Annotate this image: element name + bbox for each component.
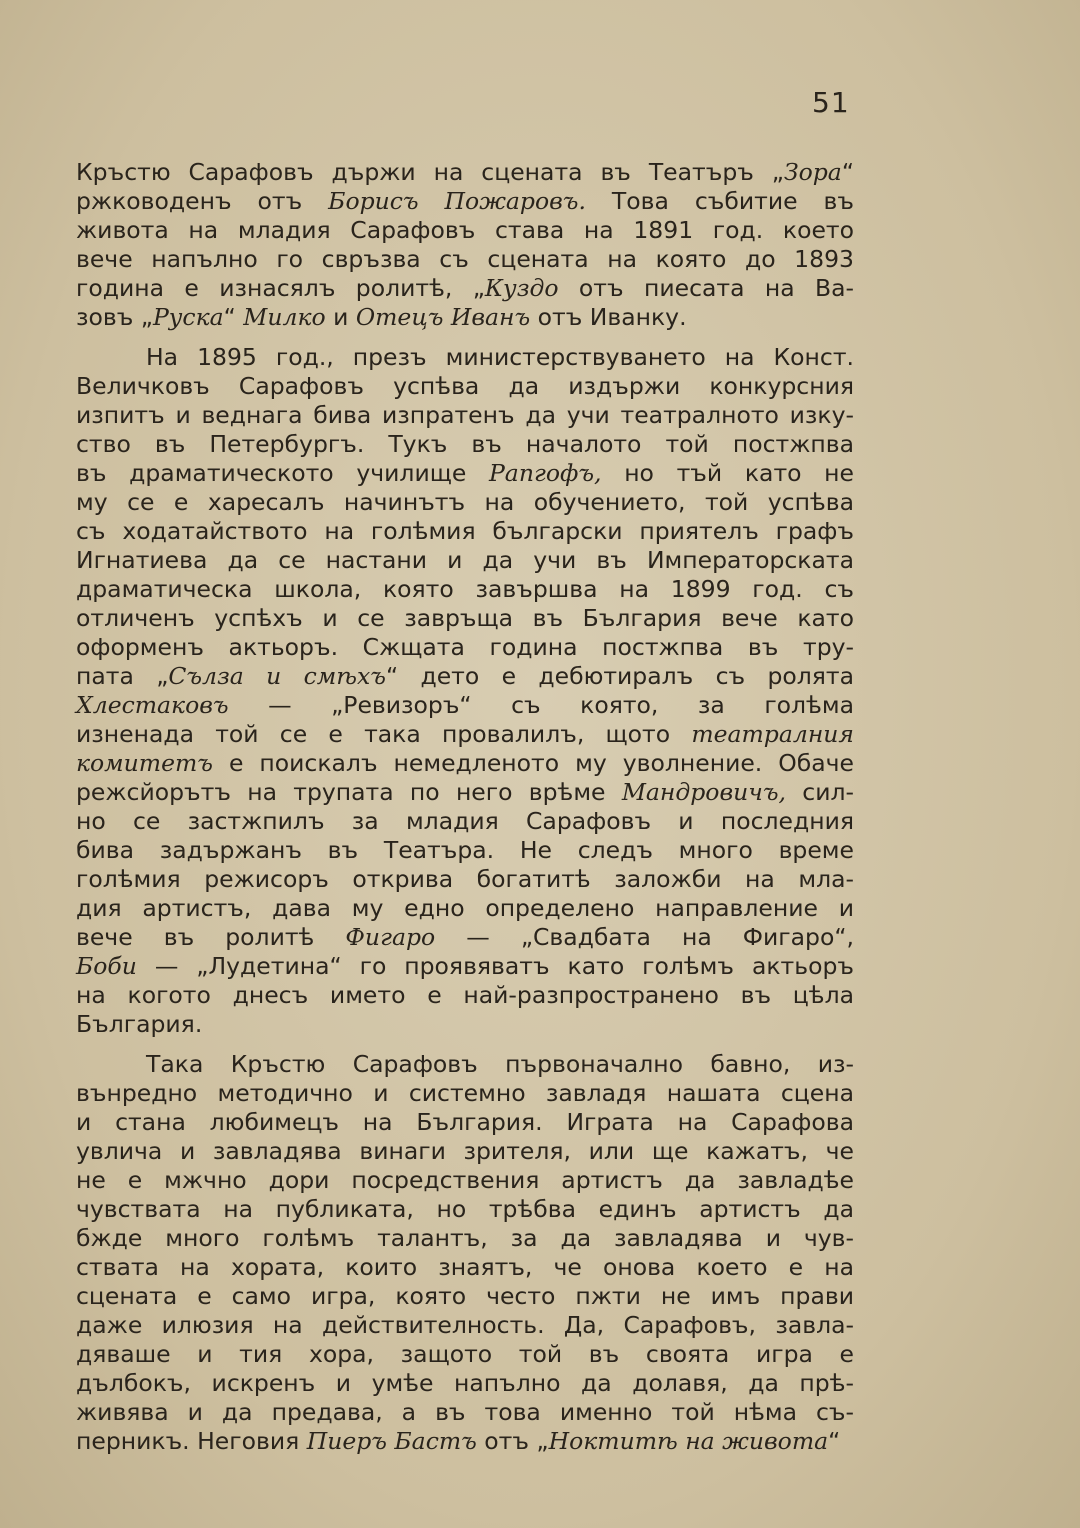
text-run: — „Ревизоръ“ съ която, за голѣма: [228, 691, 854, 719]
text-run: му се е харесалъ начинътъ на обучението, той успѣва: [76, 488, 854, 516]
text-line: [76, 749, 854, 778]
body-text: [76, 158, 854, 1456]
text-line: [76, 1282, 854, 1311]
text-line: [76, 1166, 854, 1195]
page-number: 51: [812, 86, 850, 119]
text-line: [76, 1340, 854, 1369]
text-run: Величковъ Сарафовъ успѣва да издържи конкурсния: [76, 372, 854, 400]
text-run: отъ пиесата на Ва-: [558, 274, 854, 302]
text-line: [76, 952, 854, 981]
text-run: бива задържанъ въ Театъра. Не следъ много време: [76, 836, 854, 864]
text-line: [76, 633, 854, 662]
text-line: [76, 430, 854, 459]
text-run: отъ Иванку.: [530, 303, 687, 331]
text-line: [76, 865, 854, 894]
text-line: [76, 245, 854, 274]
text-line: [76, 836, 854, 865]
text-run: “: [841, 158, 854, 186]
text-run: но тъй като не: [601, 459, 855, 487]
text-run: пата „: [76, 662, 169, 690]
text-run: вече напълно го свръзва съ сцената на която до 1893: [76, 245, 854, 273]
text-line: [76, 459, 854, 488]
text-run: и стана любимецъ на България. Играта на Сарафова: [76, 1108, 854, 1136]
text-line: [76, 981, 854, 1010]
italic-run: Ноктитѣ на живота: [548, 1427, 829, 1455]
text-run: живява и да предава, а въ това именно той нѣма съ-: [76, 1398, 854, 1426]
italic-run: комитетъ: [76, 749, 213, 777]
text-line: [76, 274, 854, 303]
text-line: [76, 401, 854, 430]
text-line: [76, 1369, 854, 1398]
paragraph-gap: [76, 332, 854, 343]
text-line: [76, 1427, 854, 1456]
text-run: вънредно методично и системно завладя нашата сцена: [76, 1079, 854, 1107]
text-run: “: [223, 303, 244, 331]
text-run: дия артистъ, дава му едно определено направление и: [76, 894, 854, 922]
text-run: На 1895 год., презъ министерствуването на Конст.: [146, 343, 854, 371]
italic-run: Мандровичъ,: [621, 778, 787, 806]
text-line: [76, 778, 854, 807]
text-run: чувствата на публиката, но трѣбва единъ артистъ да: [76, 1195, 854, 1223]
text-run: изпитъ и веднага бива изпратенъ да учи театралното изку-: [76, 401, 854, 429]
text-line: [76, 1195, 854, 1224]
text-run: въ драматическото училище: [76, 459, 489, 487]
text-run: отличенъ успѣхъ и се завръща въ България вече като: [76, 604, 854, 632]
text-line: [76, 1137, 854, 1166]
text-line: [76, 372, 854, 401]
text-line: [76, 923, 854, 952]
text-line: [76, 720, 854, 749]
text-run: даже илюзия на действителность. Да, Сарафовъ, завла-: [76, 1311, 854, 1339]
italic-run: Зора: [783, 158, 842, 186]
italic-run: Руска: [152, 303, 224, 331]
text-line: [76, 216, 854, 245]
text-run: “ дето е дебютиралъ съ ролята: [385, 662, 854, 690]
text-run: изненада той се е така провалилъ, щото: [76, 720, 692, 748]
text-line: [76, 1079, 854, 1108]
text-run: и: [325, 303, 356, 331]
italic-run: Отецъ Иванъ: [355, 303, 531, 331]
text-run: драматическа школа, която завършва на 1899 год. съ: [76, 575, 854, 603]
text-run: перникъ. Неговия: [76, 1427, 307, 1455]
text-line: [76, 1253, 854, 1282]
text-run: зовъ „: [76, 303, 153, 331]
italic-run: театралния: [691, 720, 854, 748]
text-run: голѣмия режисоръ открива богатитѣ заложби на мла-: [76, 865, 854, 893]
italic-run: Хлестаковъ: [76, 691, 229, 719]
text-run: ствата на хората, които знаятъ, че онова което е на: [76, 1253, 854, 1281]
text-run: — „Лудетина“ го проявяватъ като голѣмъ актьоръ: [136, 952, 854, 980]
text-run: не е мжчно дори посредствения артистъ да завладѣе: [76, 1166, 854, 1194]
text-line: [76, 158, 854, 187]
text-line: [76, 1398, 854, 1427]
text-run: бжде много голѣмъ талантъ, за да завладява и чув-: [76, 1224, 854, 1252]
text-line: [76, 546, 854, 575]
italic-run: Пиеръ Бастъ: [306, 1427, 477, 1455]
text-run: на когото днесъ името е най-разпространено въ цѣла: [76, 981, 854, 1009]
italic-run: Борисъ Пожаровъ.: [328, 187, 586, 215]
text-run: година е изнасялъ ролитѣ, „: [76, 274, 485, 302]
text-line: [76, 1108, 854, 1137]
text-line: [76, 604, 854, 633]
text-line: [76, 1311, 854, 1340]
text-run: — „Свадбата на Фигаро“,: [435, 923, 854, 951]
text-line: [76, 662, 854, 691]
text-run: но се застжпилъ за младия Сарафовъ и последния: [76, 807, 854, 835]
text-run: режсйорътъ на трупата по него врѣме: [76, 778, 622, 806]
text-run: сил-: [786, 778, 854, 806]
text-run: оформенъ актьоръ. Сжщата година постжпва въ тру-: [76, 633, 854, 661]
text-run: България.: [76, 1010, 203, 1038]
text-run: Игнатиева да се настани и да учи въ Императорската: [76, 546, 854, 574]
text-line: [76, 1224, 854, 1253]
text-line: [76, 303, 854, 332]
italic-run: Рапгофъ,: [489, 459, 602, 487]
italic-run: Куздо: [484, 274, 559, 302]
text-line: [76, 1050, 854, 1079]
text-line: [76, 1010, 854, 1039]
text-line: [76, 187, 854, 216]
text-line: [76, 517, 854, 546]
paragraph-gap: [76, 1039, 854, 1050]
text-run: ржководенъ отъ: [76, 187, 329, 215]
text-line: [76, 894, 854, 923]
text-run: сцената е само игра, която често пжти не имъ прави: [76, 1282, 854, 1310]
text-line: [76, 575, 854, 604]
italic-run: Сълза и смѣхъ: [168, 662, 386, 690]
italic-run: Милко: [243, 303, 326, 331]
italic-run: Боби: [76, 952, 137, 980]
text-run: съ ходатайството на голѣмия български приятелъ графъ: [76, 517, 854, 545]
text-line: [76, 807, 854, 836]
text-run: Така Кръстю Сарафовъ първоначално бавно, из-: [146, 1050, 854, 1078]
text-line: [76, 691, 854, 720]
text-run: увлича и завладява винаги зрителя, или ще кажатъ, че: [76, 1137, 854, 1165]
text-run: отъ „: [476, 1427, 549, 1455]
text-run: Кръстю Сарафовъ държи на сцената въ Театъръ „: [76, 158, 784, 186]
text-run: дълбокъ, искренъ и умѣе напълно да долавя, да прѣ-: [76, 1369, 854, 1397]
text-run: “: [828, 1427, 841, 1455]
text-line: [76, 343, 854, 372]
text-run: дяваше и тия хора, защото той въ своята игра е: [76, 1340, 854, 1368]
text-run: е поискалъ немедленото му уволнение. Обаче: [212, 749, 854, 777]
text-line: [76, 488, 854, 517]
text-run: ство въ Петербургъ. Тукъ въ началото той постжпва: [76, 430, 854, 458]
text-run: Това събитие въ: [585, 187, 854, 215]
italic-run: Фигаро: [345, 923, 436, 951]
text-run: живота на младия Сарафовъ става на 1891 год. което: [76, 216, 854, 244]
text-run: вече въ ролитѣ: [76, 923, 346, 951]
